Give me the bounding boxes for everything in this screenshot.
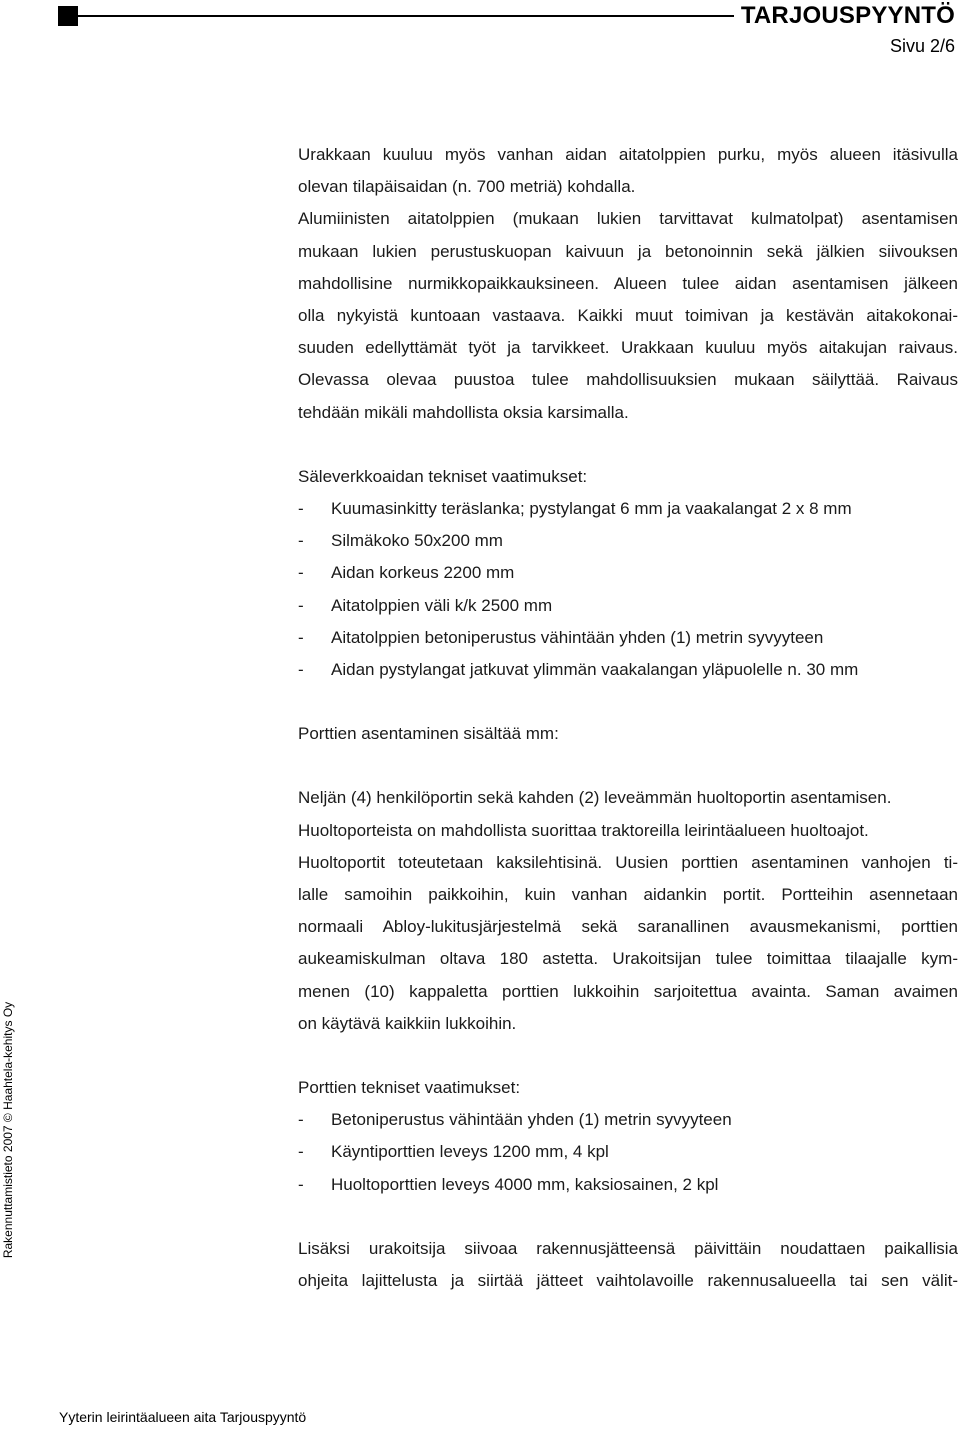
list-item-text: Käyntiporttien leveys 1200 mm, 4 kpl: [331, 1142, 609, 1162]
list-item: [298, 557, 958, 589]
list-dash: -: [298, 1174, 304, 1194]
paragraph-scope: [298, 139, 958, 429]
text-line: lalle samoihin paikkoihin, kuin vanhan aidankin portit. Portteihin asennetaan: [298, 885, 958, 905]
text-line: normaali Abloy-lukitusjärjestelmä sekä saranallinen avausmekanismi, porttien: [298, 917, 958, 937]
text-line: on käytävä kaikkiin lukkoihin.: [298, 1013, 517, 1033]
list-item: [298, 1136, 958, 1168]
document-body: [298, 139, 958, 1297]
footer-text: Yyterin leirintäalueen aita Tarjouspyyntö: [59, 1409, 307, 1425]
text-line: ohjeita lajittelusta ja siirtää jätteet vaihtolavoille rakennusalueella tai sen välit-: [298, 1271, 958, 1291]
document-title: TARJOUSPYYNTÖ: [740, 2, 955, 29]
list-item-text: Silmäkoko 50x200 mm: [331, 531, 503, 551]
spacer: [298, 429, 958, 461]
list-item: [298, 622, 958, 654]
list-dash: -: [298, 627, 304, 647]
list-dash: -: [298, 531, 304, 551]
text-line: Neljän (4) henkilöportin sekä kahden (2) leveämmän huoltoportin asentamisen.: [298, 788, 892, 808]
list-dash: -: [298, 595, 304, 615]
header-rule: [78, 15, 734, 17]
text-line: Olevassa olevaa puustoa tulee mahdollisuuksien mukaan säilyttää. Raivaus: [298, 370, 958, 390]
list-item: [298, 590, 958, 622]
page-number: Sivu 2/6: [889, 36, 955, 56]
text-line: suuden edellyttämät työt ja tarvikkeet. Urakkaan kuuluu myös aitakujan raivaus.: [298, 338, 958, 358]
text-line: mukaan lukien perustuskuopan kaivuun ja betonoinnin sekä jälkien siivouksen: [298, 241, 958, 261]
text-line: Lisäksi urakoitsija siivoaa rakennusjätteensä päivittäin noudattaen paikallisia: [298, 1238, 958, 1258]
text-line: mahdollisine nurmikkopaikkauksineen. Alueen tulee aidan asentamisen jälkeen: [298, 273, 958, 293]
list-dash: -: [298, 563, 304, 583]
spacer: [298, 1201, 958, 1233]
spacer: [298, 1040, 958, 1072]
list-item-text: Huoltoporttien leveys 4000 mm, kaksiosainen, 2 kpl: [331, 1174, 719, 1194]
text-line: olla nykyistä kuntoaan vastaava. Kaikki muut toimivan ja kestävän aitakokonai-: [298, 306, 958, 326]
list-item-text: Betoniperustus vähintään yhden (1) metrin syvyyteen: [331, 1110, 732, 1130]
spacer: [298, 686, 958, 718]
text-line: tehdään mikäli mahdollista oksia karsimalla.: [298, 402, 629, 422]
list-item-text: Kuumasinkitty teräslanka; pystylangat 6 mm ja vaakalangat 2 x 8 mm: [331, 499, 852, 519]
gates-heading: Porttien asentaminen sisältää mm:: [298, 724, 559, 744]
list-item: [298, 525, 958, 557]
list-dash: -: [298, 1142, 304, 1162]
copyright-text: Rakennuttamistieto 2007 © Haahtela-kehitys Oy: [1, 1001, 15, 1258]
list-dash: -: [298, 660, 304, 680]
fence-requirements-heading: Säleverkkoaidan tekniset vaatimukset:: [298, 466, 588, 486]
list-dash: -: [298, 499, 304, 519]
text-line: olevan tilapäisaidan (n. 700 metriä) kohdalla.: [298, 177, 636, 197]
list-item-text: Aitatolppien betoniperustus vähintään yhden (1) metrin syvyyteen: [331, 627, 824, 647]
text-line: Urakkaan kuuluu myös vanhan aidan aitatolppien purku, myös alueen itäsivulla: [298, 145, 958, 164]
spacer: [298, 750, 958, 782]
fence-requirements-list: [298, 493, 958, 686]
list-item: [298, 654, 958, 686]
paragraph-gates: [298, 782, 958, 1040]
list-dash: -: [298, 1110, 304, 1130]
list-item-text: Aitatolppien väli k/k 2500 mm: [331, 595, 553, 615]
paragraph-waste: [298, 1233, 958, 1297]
header-square-mark: [58, 6, 78, 26]
list-item: [298, 1169, 958, 1201]
gate-requirements-list: [298, 1104, 958, 1201]
text-line: menen (10) kappaletta porttien lukkoihin sarjoitettua avainta. Saman avaimen: [298, 981, 958, 1001]
text-line: Alumiinisten aitatolppien (mukaan lukien tarvittavat kulmatolpat) asentamisen: [298, 209, 958, 229]
list-item: [298, 1104, 958, 1136]
text-line: Huoltoportit toteutetaan kaksilehtisinä. Uusien porttien asentaminen vanhojen ti-: [298, 852, 958, 872]
text-line: aukeamiskulman oltava 180 astetta. Urakoitsijan tulee toimittaa tilaajalle kym-: [298, 949, 958, 969]
text-line: Huoltoporteista on mahdollista suorittaa traktoreilla leirintäalueen huoltoajot.: [298, 820, 869, 840]
list-item: [298, 493, 958, 525]
list-item-text: Aidan pystylangat jatkuvat ylimmän vaakalangan yläpuolelle n. 30 mm: [331, 660, 859, 680]
list-item-text: Aidan korkeus 2200 mm: [331, 563, 515, 583]
copyright-side-note: [0, 988, 16, 1271]
gate-requirements-heading: Porttien tekniset vaatimukset:: [298, 1078, 521, 1098]
